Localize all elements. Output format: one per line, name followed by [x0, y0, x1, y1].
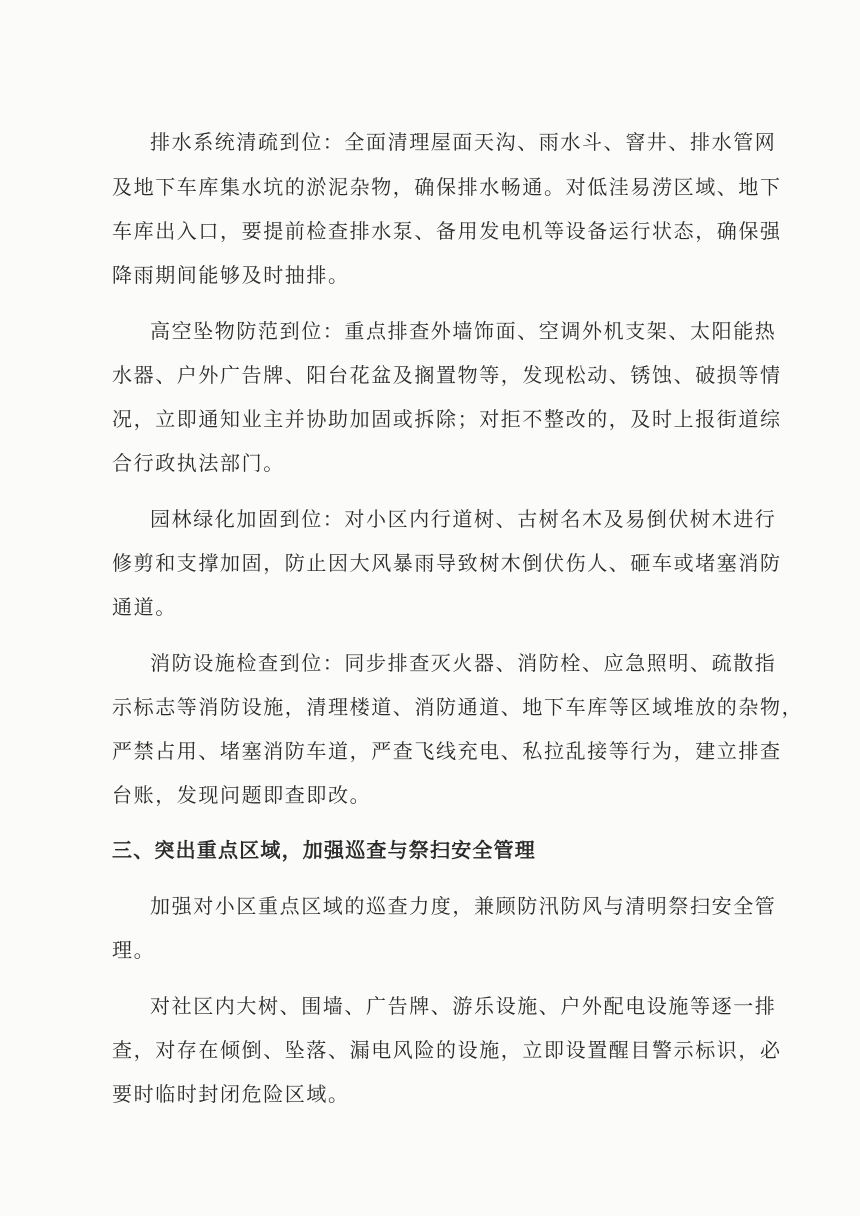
paragraph-fire-safety-line-1: 消防设施检查到位：同步排查灭火器、消防栓、应急照明、疏散指 — [150, 651, 777, 675]
paragraph-patrol-line-1: 加强对小区重点区域的巡查力度，兼顾防汛防风与清明祭扫安全管 — [150, 894, 777, 918]
paragraph-drainage-line-4: 降雨期间能够及时抽排。 — [112, 263, 350, 287]
paragraph-inspection-line-1: 对社区内大树、围墙、广告牌、游乐设施、户外配电设施等逐一排 — [150, 994, 777, 1018]
paragraph-greening-line-3: 通道。 — [112, 595, 177, 619]
paragraph-patrol-line-2: 理。 — [112, 938, 156, 962]
paragraph-drainage-line-1: 排水系统清疏到位：全面清理屋面天沟、雨水斗、窨井、排水管网 — [150, 130, 777, 154]
paragraph-falling-objects-line-3: 况，立即通知业主并协助加固或拆除；对拒不整改的，及时上报街道综 — [112, 407, 782, 431]
paragraph-greening-line-2: 修剪和支撑加固，防止因大风暴雨导致树木倒伏伤人、砸车或堵塞消防 — [112, 551, 782, 575]
paragraph-falling-objects-line-1: 高空坠物防范到位：重点排查外墙饰面、空调外机支架、太阳能热 — [150, 319, 777, 343]
paragraph-inspection-line-3: 要时临时封闭危险区域。 — [112, 1082, 350, 1106]
section-heading-three: 三、突出重点区域，加强巡查与祭扫安全管理 — [112, 838, 536, 862]
paragraph-drainage-line-2: 及地下车库集水坑的淤泥杂物，确保排水畅通。对低洼易涝区域、地下 — [112, 175, 782, 199]
paragraph-fire-safety-line-3: 严禁占用、堵塞消防车道，严查飞线充电、私拉乱接等行为，建立排查 — [112, 739, 782, 763]
paragraph-falling-objects-line-2: 水器、户外广告牌、阳台花盆及搁置物等，发现松动、锈蚀、破损等情 — [112, 363, 782, 387]
paragraph-drainage-line-3: 车库出入口，要提前检查排水泵、备用发电机等设备运行状态，确保强 — [112, 219, 782, 243]
paragraph-greening-line-1: 园林绿化加固到位：对小区内行道树、古树名木及易倒伏树木进行 — [150, 507, 777, 531]
paragraph-inspection-line-2: 查，对存在倾倒、坠落、漏电风险的设施，立即设置醒目警示标识，必 — [112, 1038, 782, 1062]
paragraph-fire-safety-line-2: 示标志等消防设施，清理楼道、消防通道、地下车库等区域堆放的杂物， — [112, 695, 804, 719]
paragraph-falling-objects-line-4: 合行政执法部门。 — [112, 451, 285, 475]
paragraph-fire-safety-line-4: 台账，发现问题即查即改。 — [112, 783, 372, 807]
